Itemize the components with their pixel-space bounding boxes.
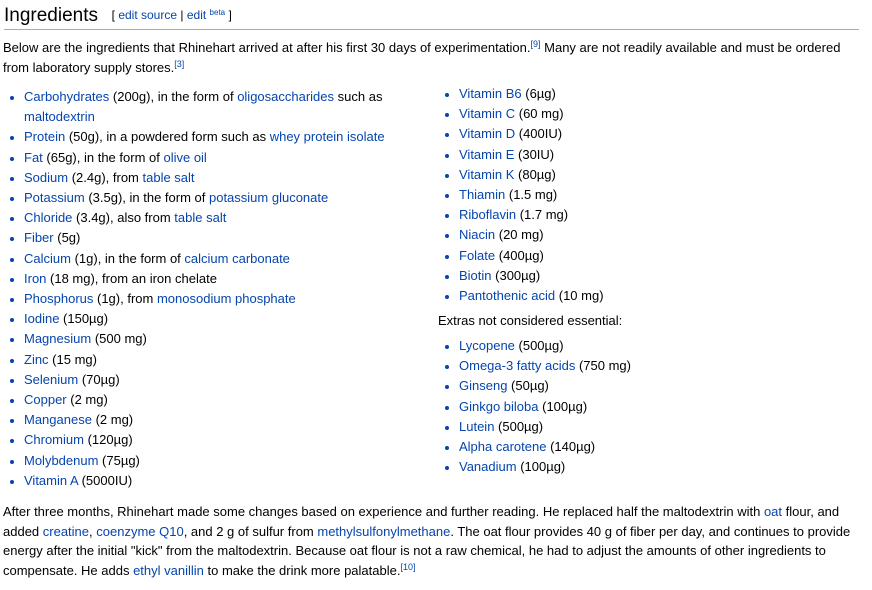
item-text: (3.4g), also from [72,210,175,226]
zinc-link[interactable]: Zinc [24,351,49,367]
item-text: (6µg) [521,86,556,101]
intro-paragraph [3,38,861,77]
item-text: (1g), from [93,291,157,307]
niacin-link[interactable]: Niacin [459,227,496,243]
list-item-zinc [4,350,414,370]
methylsulfonylmethane-link[interactable]: methylsulfonylmethane [317,523,451,539]
edit-bracket-close: ] [228,8,232,22]
maltodextrin-link[interactable]: maltodextrin [24,109,95,125]
list-item-omega-3-fatty-acids [439,356,859,376]
outro-text-3: , [89,523,97,539]
list-item-folate [439,246,859,266]
item-text: (150µg) [59,311,109,327]
edit-bracket-open: [ [111,8,115,22]
vitamin-d-link[interactable]: Vitamin D [459,126,516,142]
thiamin-link[interactable]: Thiamin [459,187,506,203]
item-text: (140µg) [546,439,596,455]
list-item-vitamin-d [439,124,859,144]
item-text: (2 mg) [91,412,134,428]
potassium-link[interactable]: Potassium [24,190,85,206]
folate-link[interactable]: Folate [459,247,496,263]
item-text: (70µg) [78,371,120,387]
list-item-vitamin-b6 [439,84,859,104]
item-text: (15 mg) [48,351,97,367]
ethyl-vanillin-link[interactable]: ethyl vanillin [133,562,204,578]
lutein-link[interactable]: Lutein [459,418,495,434]
vanadium-link[interactable]: Vanadium [459,459,517,475]
item-text: (80µg) [514,166,556,182]
fat-link[interactable]: Fat [24,149,43,165]
item-text: (50g), in a powdered form such as [65,129,270,145]
fiber-link[interactable]: Fiber [24,230,54,246]
list-item-molybdenum [4,451,414,471]
item-text: (5g) [53,230,81,246]
riboflavin-link[interactable]: Riboflavin [459,207,517,223]
item-text: (10 mg) [555,288,604,304]
ginkgo-biloba-link[interactable]: Ginkgo biloba [459,398,539,414]
edit-separator: | [180,8,184,22]
outro-text-2: flour, and added [3,504,840,539]
lycopene-link[interactable]: Lycopene [459,338,515,353]
section-title: Ingredients [4,5,99,26]
item-text: (200g), in the form of [109,89,238,104]
citation-3-link[interactable]: [3] [174,58,185,69]
item-text: such as [334,89,383,104]
list-item-niacin [439,225,859,245]
list-item-lycopene [439,336,859,356]
list-item-calcium [4,249,414,269]
list-item-selenium [4,370,414,390]
list-item-iodine [4,309,414,329]
list-item-potassium [4,188,414,208]
item-text: (60 mg) [515,106,564,122]
extras-list [439,336,859,477]
whey-protein-isolate-link[interactable]: whey protein isolate [269,129,385,145]
vitamin-a-link[interactable]: Vitamin A [24,472,78,488]
list-item-sodium [4,168,414,188]
list-item-vanadium [439,457,859,477]
item-text: (2.4g), from [68,169,143,185]
list-item-ginseng [439,376,859,396]
oligosaccharides-link[interactable]: oligosaccharides [237,89,335,104]
list-item-pantothenic-acid [439,286,859,306]
molybdenum-link[interactable]: Molybdenum [24,452,99,468]
item-text: (400µg) [495,247,544,263]
vitamin-k-link[interactable]: Vitamin K [459,166,515,182]
oat-link[interactable]: oat [763,504,783,519]
outro-text-4: , and 2 g of sulfur from [183,523,318,539]
intro-text-1: Below are the ingredients that Rhinehart arrived at after his first 30 days of experimentation. [3,40,531,55]
list-item-lutein [439,417,859,437]
pantothenic-acid-link[interactable]: Pantothenic acid [459,288,556,304]
iodine-link[interactable]: Iodine [24,311,60,327]
list-item-vitamin-e [439,145,859,165]
list-item-chromium [4,430,414,450]
edit-source-link[interactable]: edit source [118,8,178,22]
item-text: (750 mg) [575,358,631,374]
list-item-vitamin-k [439,165,859,185]
calcium-carbonate-link[interactable]: calcium carbonate [184,250,290,266]
ingredients-list-right [439,84,859,306]
item-text: (1g), in the form of [70,250,185,266]
citation-10-link[interactable]: [10] [400,561,416,572]
item-text: (1.5 mg) [505,187,558,203]
item-text: (300µg) [491,267,541,283]
iron-link[interactable]: Iron [24,270,47,286]
omega-3-fatty-acids-link[interactable]: Omega-3 fatty acids [459,358,576,374]
chloride-link[interactable]: Chloride [24,210,73,226]
potassium-gluconate-link[interactable]: potassium gluconate [208,190,329,206]
magnesium-link[interactable]: Magnesium [24,331,92,347]
chromium-link[interactable]: Chromium [24,432,84,448]
item-text: (20 mg) [495,227,544,243]
outro-text-5: . The oat flour provides 40 g of fiber per day, and continues to provide energy after the initial "kick" from the maltodextrin. Because oat flour is not a raw chemical, he had to adjust the amounts of other ingredients to compensate. He adds [3,523,851,578]
item-text: (400IU) [515,126,563,142]
coenzyme-q10-link[interactable]: coenzyme Q10 [96,523,184,539]
creatine-link[interactable]: creatine [42,523,90,539]
item-text: (2 mg) [66,392,108,408]
item-text: (500µg) [494,418,544,434]
carbohydrates-link[interactable]: Carbohydrates [24,89,110,104]
manganese-link[interactable]: Manganese [24,412,92,428]
intro-text-2: Many are not readily available and must be ordered from laboratory supply stores. [3,40,841,75]
edit-link[interactable] [187,8,225,22]
ginseng-link[interactable]: Ginseng [459,378,508,394]
item-text: (100µg) [538,398,588,414]
item-text: (500 mg) [91,331,147,347]
copper-link[interactable]: Copper [24,392,67,408]
item-text: (75µg) [98,452,140,468]
extras-label: Extras not considered essential: [438,313,623,328]
list-item-protein [4,127,414,147]
list-item-carbohydrates [4,87,414,127]
calcium-link[interactable]: Calcium [24,250,71,266]
item-text: (5000IU) [77,472,133,488]
list-item-thiamin [439,185,859,205]
protein-link[interactable]: Protein [24,129,66,145]
biotin-link[interactable]: Biotin [459,267,492,283]
beta-badge: beta [209,8,226,17]
edit-section-links [112,8,232,22]
list-item-manganese [4,410,414,430]
item-text: (3.5g), in the form of [84,190,209,206]
list-item-fat [4,148,414,168]
vitamin-c-link[interactable]: Vitamin C [459,106,516,122]
item-text: (18 mg), from an iron chelate [46,270,217,286]
outro-text-1: After three months, Rhinehart made some changes based on experience and further reading. He replaced half the maltodextrin with [3,504,764,519]
item-text: (50µg) [507,378,549,394]
list-item-copper [4,390,414,410]
phosphorus-link[interactable]: Phosphorus [24,291,94,307]
selenium-link[interactable]: Selenium [24,371,79,387]
item-text: (1.7 mg) [516,207,569,223]
olive-oil-link[interactable]: olive oil [163,149,207,165]
sodium-link[interactable]: Sodium [24,169,69,185]
table-salt-link[interactable]: table salt [174,210,227,226]
list-item-alpha-carotene [439,437,859,457]
outro-paragraph [3,502,861,580]
list-item-phosphorus [4,289,414,309]
item-text: (65g), in the form of [42,149,164,165]
list-item-magnesium [4,329,414,349]
list-item-riboflavin [439,205,859,225]
edit-link-label: edit [186,8,207,22]
item-text: (30IU) [514,146,555,162]
list-item-chloride [4,208,414,228]
vitamin-b6-link[interactable]: Vitamin B6 [459,86,522,101]
citation-9-link[interactable]: [9] [530,39,541,49]
table-salt-link[interactable]: table salt [142,169,195,185]
monosodium-phosphate-link[interactable]: monosodium phosphate [156,291,296,307]
outro-text-6: to make the drink more palatable. [203,562,401,578]
list-item-fiber [4,228,414,248]
section-heading [4,3,859,30]
list-item-vitamin-a [4,471,414,491]
item-text: (120µg) [83,432,133,448]
list-item-vitamin-c [439,104,859,124]
item-text: (500µg) [514,338,564,353]
list-item-iron [4,269,414,289]
vitamin-e-link[interactable]: Vitamin E [459,146,515,162]
list-item-biotin [439,266,859,286]
ingredients-list-left [4,87,414,491]
item-text: (100µg) [516,459,566,475]
list-item-ginkgo-biloba [439,397,859,417]
alpha-carotene-link[interactable]: Alpha carotene [459,439,547,455]
